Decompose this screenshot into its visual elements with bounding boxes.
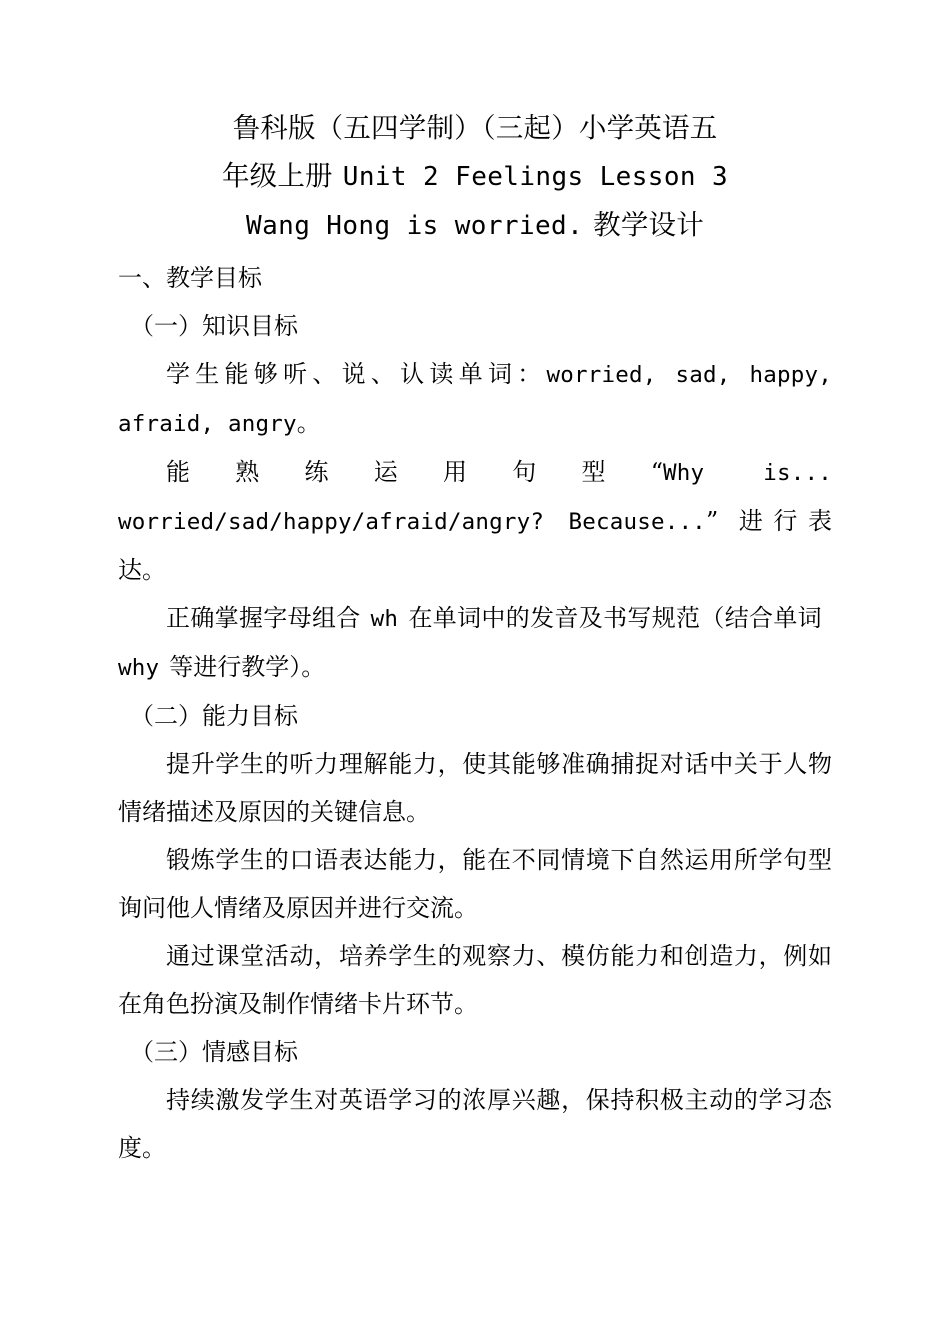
subsection-heading-knowledge-objectives: （一）知识目标 bbox=[130, 312, 298, 340]
sentence-pattern-quote-close: ” bbox=[705, 507, 719, 535]
paragraph-speaking: 锻炼学生的口语表达能力，能在不同情境下自然运用所学句型询问他人情绪及原因并进行交流。 bbox=[118, 846, 832, 922]
title-line-2 bbox=[124, 152, 826, 201]
document-body bbox=[118, 104, 832, 1172]
sentence-pattern-latin-tail: worried/sad/happy/afraid/angry? Because... bbox=[118, 509, 706, 535]
sentence-pattern-line-1 bbox=[118, 448, 832, 497]
title-line-2-cn: 年级上册 bbox=[221, 160, 333, 192]
sentence-pattern-latin-head: Why is... bbox=[663, 460, 832, 486]
sentence-pattern-tail: 进行表达。 bbox=[118, 507, 832, 584]
phonics-lead: 正确掌握字母组合 bbox=[166, 604, 361, 632]
vocabulary-lead: 学生能够听、说、认读单词： bbox=[166, 360, 547, 388]
subsection-heading-ability-objectives: （二）能力目标 bbox=[130, 702, 298, 730]
paragraph-phonics-wh bbox=[118, 594, 832, 692]
paragraph-creativity: 通过课堂活动，培养学生的观察力、模仿能力和创造力，例如在角色扮演及制作情绪卡片环节。 bbox=[118, 942, 832, 1018]
title-line-3-latin: Wang Hong is worried. bbox=[246, 211, 584, 241]
phonics-tail: 等进行教学）。 bbox=[169, 653, 326, 681]
vocabulary-words: worried, sad, happy, afraid, angry bbox=[118, 362, 832, 437]
paragraph-listening: 提升学生的听力理解能力，使其能够准确捕捉对话中关于人物情绪描述及原因的关键信息。 bbox=[118, 750, 832, 826]
title-line-3-cn: 教学设计 bbox=[593, 209, 704, 241]
subsection-heading-affective-objectives: （三）情感目标 bbox=[130, 1038, 298, 1066]
title-line-2-latin: Unit 2 Feelings Lesson 3 bbox=[342, 162, 729, 192]
phonics-mid: 在单词中的发音及书写规范（结合单词 bbox=[408, 604, 823, 632]
sentence-pattern-lead: 能熟练运用句型 bbox=[166, 458, 651, 486]
section-heading-teaching-objectives: 一、教学目标 bbox=[118, 264, 262, 292]
title-line-1: 鲁科版（五四学制）（三起）小学英语五 bbox=[232, 112, 718, 144]
phonics-letters-wh: wh bbox=[370, 606, 399, 632]
vocabulary-tail: 。 bbox=[296, 409, 321, 437]
paragraph-interest: 持续激发学生对英语学习的浓厚兴趣，保持积极主动的学习态度。 bbox=[118, 1086, 832, 1162]
page-title bbox=[118, 104, 832, 250]
paragraph-vocabulary bbox=[118, 350, 832, 448]
sentence-pattern-quote-open: “ bbox=[650, 458, 664, 486]
paragraph-sentence-pattern bbox=[118, 448, 832, 594]
title-line-3 bbox=[124, 201, 826, 250]
phonics-word-why: why bbox=[118, 655, 160, 681]
